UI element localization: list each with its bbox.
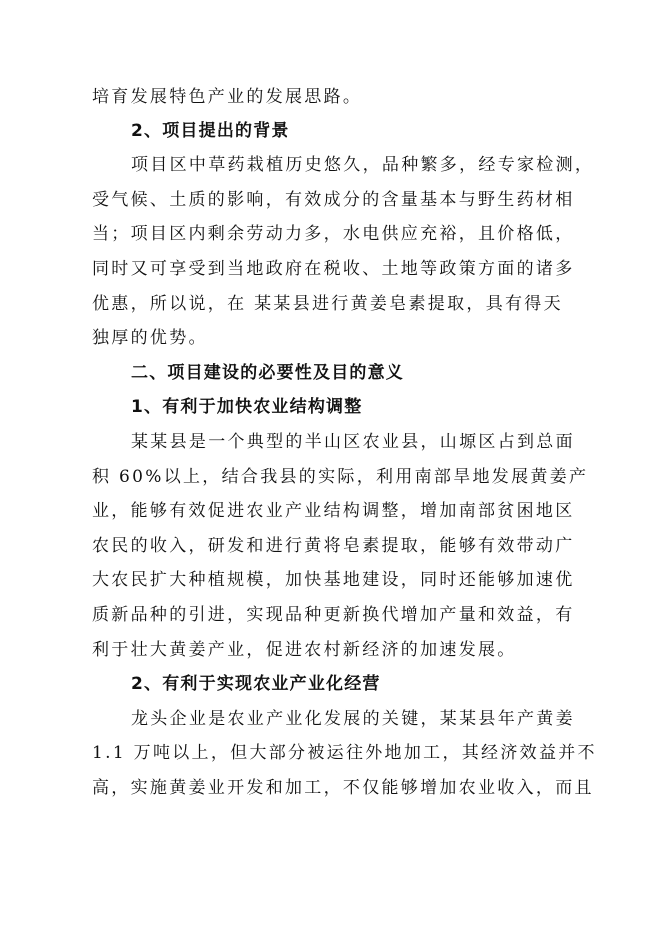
paragraph-line: 大农民扩大种植规模，加快基地建设，同时还能够加速优: [92, 570, 575, 590]
paragraph-line: 同时又可享受到当地政府在税收、土地等政策方面的诸多: [92, 259, 575, 279]
paragraph-line: 利于壮大黄姜产业，促进农村新经济的加速发展。: [92, 640, 517, 660]
paragraph-line: 高，实施黄姜业开发和加工，不仅能够增加农业收入，而且: [92, 778, 594, 798]
paragraph-line: 当；项目区内剩余劳动力多，水电供应充裕，且价格低，: [92, 224, 575, 244]
paragraph-line: 质新品种的引进，实现品种更新换代增加产量和效益，有: [92, 605, 575, 625]
paragraph-line: 某某县是一个典型的半山区农业县，山塬区占到总面: [131, 432, 575, 452]
paragraph-line: 1.1 万吨以上，但大部分被运往外地加工，其经济效益并不: [92, 743, 597, 763]
paragraph-line: 龙头企业是农业产业化发展的关键，某某县年产黄姜: [131, 709, 575, 729]
paragraph-line: 培育发展特色产业的发展思路。: [92, 87, 363, 107]
subsection-heading: 1、有利于加快农业结构调整: [131, 397, 363, 417]
paragraph-line: 项目区中草药栽植历史悠久，品种繁多，经专家检测，: [131, 155, 595, 175]
paragraph-line: 受气候、土质的影响，有效成分的含量基本与野生药材相: [92, 190, 575, 210]
section-heading: 2、项目提出的背景: [131, 121, 290, 141]
paragraph-line: 业，能够有效促进农业产业结构调整，增加南部贫困地区: [92, 501, 575, 521]
subsection-heading: 2、有利于实现农业产业化经营: [131, 674, 381, 694]
paragraph-line: 优惠，所以说，在 某某县进行黄姜皂素提取，具有得天: [92, 294, 563, 314]
paragraph-line: 农民的收入，研发和进行黄将皂素提取，能够有效带动广: [92, 536, 575, 556]
paragraph-line: 积 60%以上，结合我县的实际，利用南部旱地发展黄姜产: [92, 467, 589, 487]
paragraph-line: 独厚的优势。: [92, 328, 208, 348]
section-heading: 二、项目建设的必要性及目的意义: [131, 363, 404, 383]
